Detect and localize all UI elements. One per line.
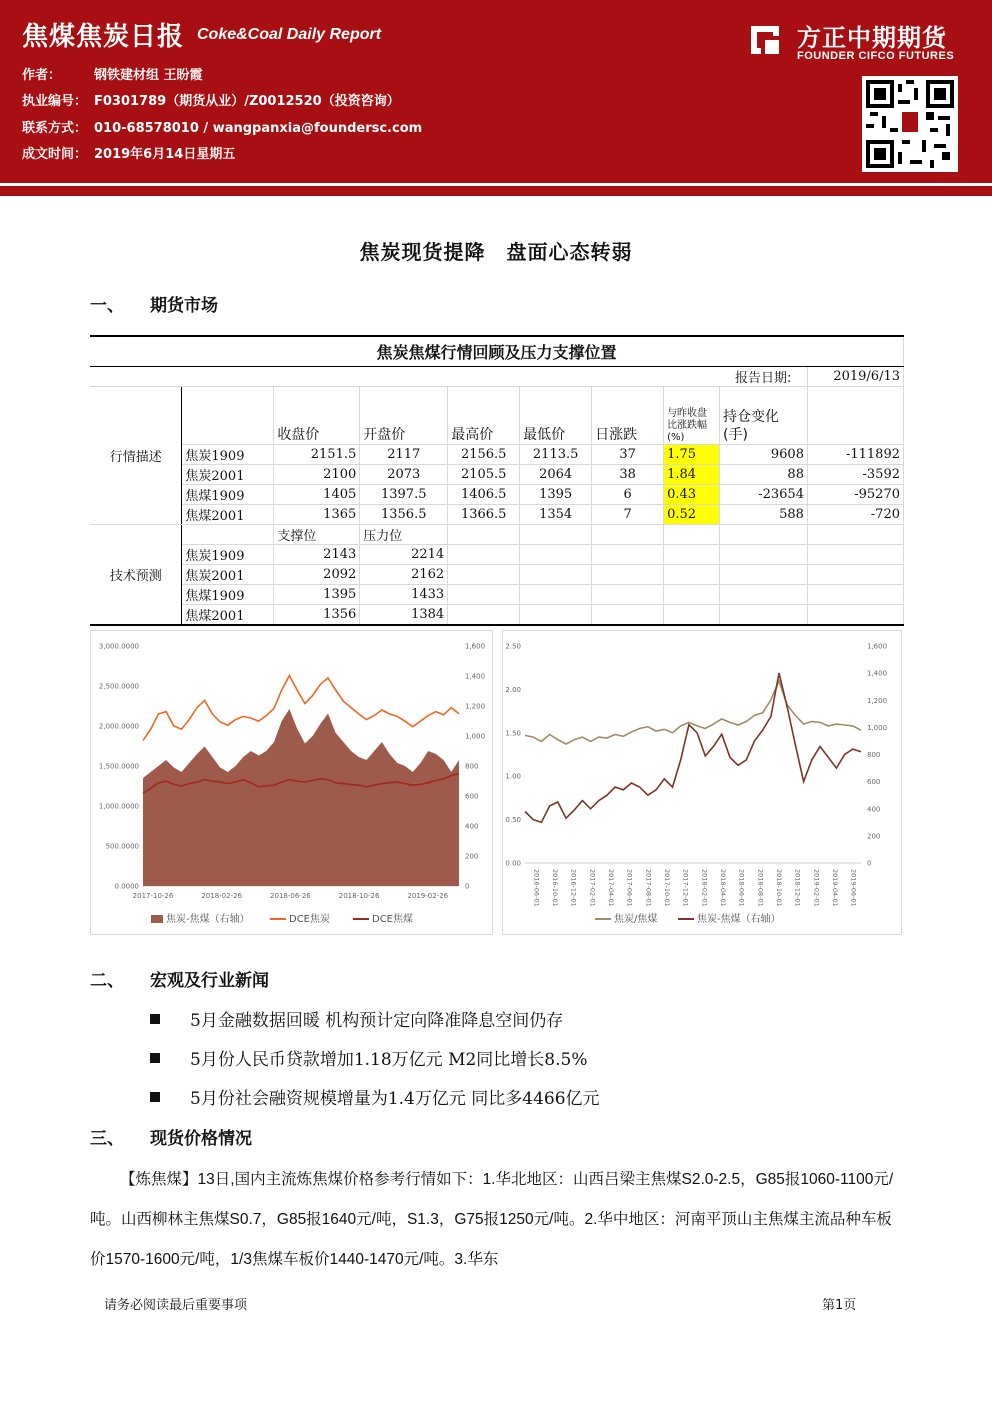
author-value: 钢铁建材组 王盼霞 [94, 68, 203, 83]
tech-row-resist: 1433 [360, 584, 448, 604]
section-3-title: 现货价格情况 [150, 1129, 252, 1149]
x-tick-label: 2018-10-26 [338, 892, 380, 900]
tech-row-resist: 1384 [360, 604, 448, 625]
x-tick-label: 2018-12-01 [793, 869, 802, 907]
y-right-tick-label: 200 [465, 852, 479, 861]
tech-row-name: 焦煤1909 [182, 584, 274, 604]
row-close: 2100 [274, 464, 360, 484]
legend-label: DCE焦煤 [372, 914, 414, 925]
chart-left [90, 630, 493, 935]
x-tick-label: 2016-06-01 [532, 869, 541, 907]
header-pct [664, 386, 720, 444]
license-label: 执业编号： [22, 94, 88, 109]
header-high: 最高价 [448, 386, 520, 444]
row-close: 2151.5 [274, 444, 360, 464]
legend-label: 焦炭-焦煤（右轴） [697, 914, 781, 925]
news-item-text: 5月份人民币贷款增加1.18万亿元 M2同比增长8.5% [190, 1050, 588, 1070]
header-close: 收盘价 [274, 386, 360, 444]
table-row [90, 444, 904, 464]
row-oi: 88 [720, 464, 808, 484]
y-left-tick-label: 1.00 [505, 772, 521, 781]
y-left-tick-label: 1,000.0000 [98, 802, 139, 811]
table-row [90, 464, 904, 484]
header-oi-line2: (手) [723, 426, 748, 443]
row-high: 1406.5 [448, 484, 520, 504]
row-name: 焦炭2001 [182, 464, 274, 484]
y-right-tick-label: 200 [867, 832, 881, 841]
page-number: 第1页 [822, 1298, 857, 1313]
series-area-0 [143, 709, 459, 886]
report-date-label: 报告日期: [720, 366, 808, 386]
y-right-tick-label: 1,400 [867, 669, 888, 678]
tech-row-resist: 2214 [360, 544, 448, 564]
header-oi [720, 386, 808, 444]
y-right-tick-label: 1,200 [867, 696, 888, 705]
y-left-tick-label: 2.50 [505, 642, 521, 651]
author-label: 作者： [22, 68, 62, 83]
x-tick-label: 2019-04-01 [831, 869, 839, 907]
row-pct: 0.43 [664, 484, 720, 504]
y-right-tick-label: 800 [465, 762, 479, 771]
date-label: 成文时间： [22, 147, 88, 162]
footer-disclaimer[interactable]: 请务必阅读最后重要事项 [104, 1298, 248, 1313]
contact-label: 联系方式： [22, 121, 88, 136]
row-oi-total: -95270 [807, 484, 903, 504]
y-right-tick-label: 800 [867, 751, 881, 759]
date-line [22, 143, 235, 162]
table-row [90, 604, 904, 625]
qr-pattern [866, 80, 954, 168]
row-oi: -23654 [720, 484, 808, 504]
license-value: F0301789（期货从业）/Z0012520（投资咨询） [94, 94, 400, 109]
y-right-tick-label: 1,000 [465, 732, 486, 741]
bullet-square-icon [150, 1092, 160, 1102]
section-1-heading [90, 291, 218, 316]
legend-label: 焦炭/焦煤 [614, 914, 658, 925]
section-2-number: 二、 [90, 971, 124, 991]
row-oi: 588 [720, 504, 808, 524]
table-row [90, 484, 904, 504]
chart-legend [151, 912, 413, 925]
section-2-heading [90, 966, 269, 991]
y-right-tick-label: 600 [465, 792, 479, 801]
y-right-tick-label: 0 [867, 859, 872, 868]
logo-text-en: FOUNDER CIFCO FUTURES [797, 50, 955, 62]
logo-text-cn: 方正中期期货 [797, 24, 947, 52]
paragraph-text: 13日,国内主流炼焦煤价格参考行情如下：1.华北地区：山西吕梁主焦煤S2.0-2.5，G85报1060-1100元/吨。山西柳林主焦煤S0.7，G85报1640元/吨，S1.3，G75报1250元/吨。2.华中地区：河南平顶山主焦煤主流品种车板价1570-1600元/吨，1/3焦煤车板价1440-1470元/吨。3.华东 [90, 1171, 894, 1268]
tech-row-name: 焦炭1909 [182, 544, 274, 564]
header-oi-line1: 持仓变化 [723, 408, 780, 425]
y-right-tick-label: 1,600 [867, 642, 888, 651]
news-item-text: 5月金融数据回暖 机构预计定向降准降息空间仍存 [190, 1011, 564, 1031]
y-right-tick-label: 600 [867, 778, 881, 787]
y-left-tick-label: 0.00 [505, 859, 521, 868]
y-left-tick-label: 0.0000 [114, 882, 139, 891]
row-close: 1405 [274, 484, 360, 504]
y-left-tick-label: 2,500.0000 [98, 682, 139, 691]
tech-row-support: 1356 [274, 604, 360, 625]
x-tick-label: 2018-10-01 [775, 869, 783, 907]
chart-right-svg [503, 631, 901, 934]
chart-right [502, 630, 902, 935]
y-left-tick-label: 2,000.0000 [98, 722, 139, 731]
row-change: 7 [592, 504, 664, 524]
license-line [22, 90, 400, 109]
series-line-0 [525, 681, 861, 744]
row-close: 1365 [274, 504, 360, 524]
tech-row-support: 2143 [274, 544, 360, 564]
report-title-cn: 焦煤焦炭日报 [22, 22, 185, 52]
row-name: 焦炭1909 [182, 444, 274, 464]
header-support: 支撑位 [274, 524, 360, 544]
tech-row-support: 2092 [274, 564, 360, 584]
y-right-tick-label: 1,000 [867, 723, 888, 732]
news-item[interactable] [150, 1045, 587, 1070]
y-right-tick-label: 400 [465, 822, 479, 831]
y-left-tick-label: 500.0000 [105, 842, 139, 851]
x-tick-label: 2018-02-01 [700, 869, 709, 907]
header-resist: 压力位 [360, 524, 448, 544]
founder-logo-icon [745, 20, 785, 60]
y-left-tick-label: 3,000.0000 [98, 642, 139, 651]
news-item[interactable] [150, 1006, 563, 1031]
row-high: 1366.5 [448, 504, 520, 524]
qr-code-icon [862, 76, 958, 172]
row-high: 2105.5 [448, 464, 520, 484]
x-tick-label: 2017-04-01 [607, 869, 615, 907]
section-1-number: 一、 [90, 296, 124, 316]
row-open: 2073 [360, 464, 448, 484]
y-left-tick-label: 2.00 [505, 685, 521, 694]
report-date-value: 2019/6/13 [807, 366, 903, 386]
row-pct: 1.84 [664, 464, 720, 484]
y-right-tick-label: 1,200 [465, 702, 486, 711]
row-name: 焦煤1909 [182, 484, 274, 504]
news-item-text: 5月份社会融资规模增量为1.4万亿元 同比多4466亿元 [190, 1089, 600, 1109]
y-right-tick-label: 1,400 [465, 672, 486, 681]
company-logo [745, 20, 975, 70]
tech-section-label: 技术预测 [90, 524, 182, 625]
x-tick-label: 2016-12-01 [569, 869, 578, 907]
spot-price-paragraph [90, 1160, 905, 1280]
date-value: 2019年6月14日星期五 [94, 147, 236, 162]
contact-value[interactable]: 010-68578010 / wangpanxia@foundersc.com [94, 121, 423, 136]
header-pct-line2: 比涨跌幅 [667, 419, 708, 431]
header-change: 日涨跌 [592, 386, 664, 444]
x-tick-label: 2016-10-01 [551, 869, 559, 907]
paragraph-label: 【炼焦煤】 [120, 1171, 198, 1188]
market-table [90, 335, 904, 626]
row-open: 1356.5 [360, 504, 448, 524]
x-tick-label: 2019-02-01 [812, 869, 821, 907]
report-title-en: Coke&Coal Daily Report [197, 26, 382, 43]
y-right-tick-label: 400 [867, 805, 881, 814]
row-change: 6 [592, 484, 664, 504]
x-tick-label: 2017-08-01 [644, 869, 653, 907]
table-row [90, 584, 904, 604]
x-tick-label: 2018-06-26 [270, 892, 311, 900]
row-oi-total: -3592 [807, 464, 903, 484]
y-left-tick-label: 0.50 [505, 816, 521, 825]
header-divider [0, 183, 992, 186]
header-pct-line3: (%) [667, 431, 685, 443]
x-tick-label: 2017-02-01 [588, 869, 597, 907]
row-pct: 0.52 [664, 504, 720, 524]
legend-swatch [151, 915, 163, 923]
legend-label: 焦炭-焦煤（右轴） [166, 914, 250, 925]
table-row [90, 504, 904, 524]
x-tick-label: 2018-04-01 [719, 869, 727, 907]
row-open: 1397.5 [360, 484, 448, 504]
y-right-tick-label: 0 [465, 882, 470, 891]
header-low: 最低价 [520, 386, 592, 444]
section-3-number: 三、 [90, 1129, 124, 1149]
x-tick-label: 2017-10-26 [132, 892, 174, 900]
table-row [90, 564, 904, 584]
news-item[interactable] [150, 1084, 600, 1109]
report-header [0, 0, 992, 196]
x-tick-label: 2018-08-01 [756, 869, 765, 907]
tech-row-name: 焦煤2001 [182, 604, 274, 625]
tech-row-support: 1395 [274, 584, 360, 604]
bullet-square-icon [150, 1053, 160, 1063]
x-tick-label: 2017-06-01 [625, 869, 634, 907]
row-open: 2117 [360, 444, 448, 464]
market-section-label: 行情描述 [90, 386, 182, 524]
row-name: 焦煤2001 [182, 504, 274, 524]
table-row [90, 544, 904, 564]
x-tick-label: 2017-10-01 [663, 869, 671, 907]
x-tick-label: 2019-02-26 [407, 892, 449, 900]
y-left-tick-label: 1,500.0000 [98, 762, 139, 771]
bullet-square-icon [150, 1014, 160, 1024]
series-line-1 [143, 676, 459, 741]
x-tick-label: 2018-02-26 [201, 892, 243, 900]
legend-label: DCE焦炭 [289, 914, 331, 925]
chart-left-svg [91, 631, 492, 934]
row-low: 2064 [520, 464, 592, 484]
header-pct-line1: 与昨收盘 [667, 407, 708, 419]
table-caption: 焦炭焦煤行情回顾及压力支撑位置 [90, 336, 904, 366]
series-line-1 [525, 673, 861, 822]
section-3-heading [90, 1124, 252, 1149]
row-oi: 9608 [720, 444, 808, 464]
row-low: 2113.5 [520, 444, 592, 464]
x-tick-label: 2018-06-01 [737, 869, 746, 907]
row-change: 37 [592, 444, 664, 464]
x-tick-label: 2019-06-01 [849, 869, 858, 907]
author-line [22, 64, 203, 83]
chart-legend [595, 912, 781, 925]
contact-line [22, 117, 422, 136]
section-1-title: 期货市场 [150, 296, 218, 316]
row-pct: 1.75 [664, 444, 720, 464]
y-right-tick-label: 1,600 [465, 642, 486, 651]
row-high: 2156.5 [448, 444, 520, 464]
row-oi-total: -720 [807, 504, 903, 524]
y-left-tick-label: 1.50 [505, 729, 521, 738]
tech-row-name: 焦炭2001 [182, 564, 274, 584]
row-oi-total: -111892 [807, 444, 903, 464]
page-title: 焦炭现货提降 盘面心态转弱 [359, 240, 633, 264]
row-low: 1395 [520, 484, 592, 504]
section-2-title: 宏观及行业新闻 [150, 971, 269, 991]
row-change: 38 [592, 464, 664, 484]
header-open: 开盘价 [360, 386, 448, 444]
tech-row-resist: 2162 [360, 564, 448, 584]
x-tick-label: 2017-12-01 [681, 869, 690, 907]
row-low: 1354 [520, 504, 592, 524]
